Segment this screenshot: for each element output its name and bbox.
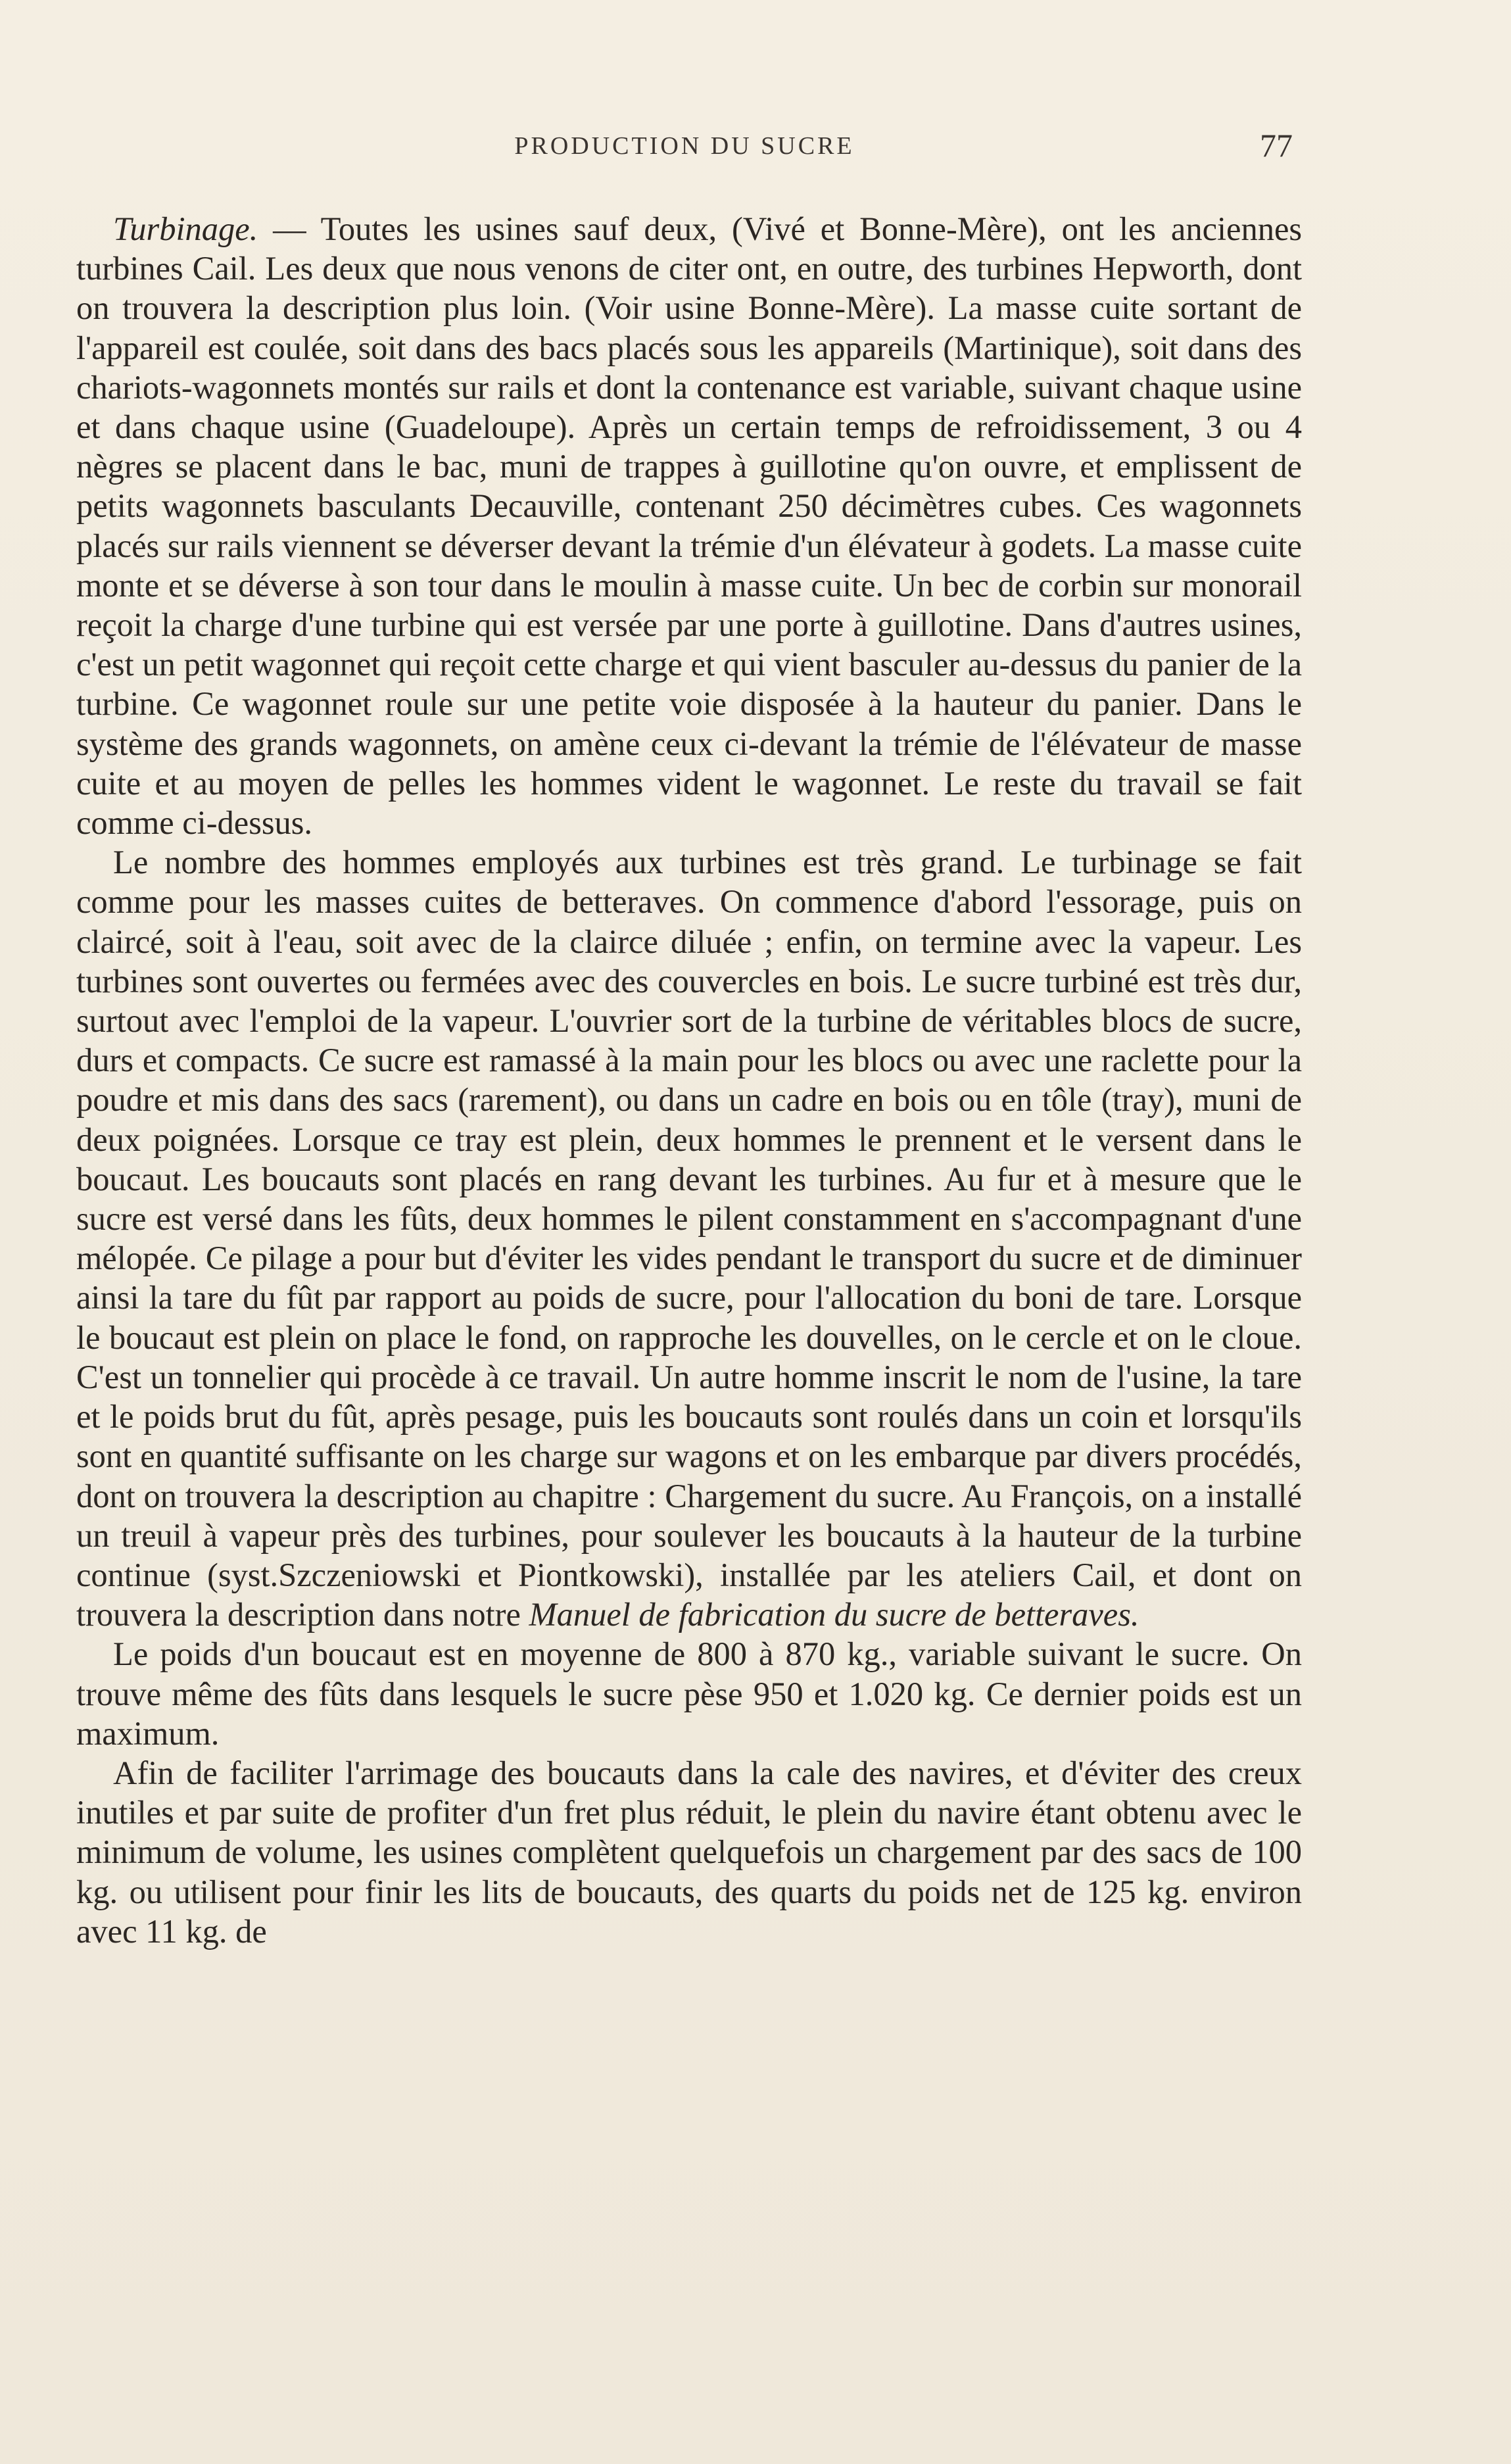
running-title: PRODUCTION DU SUCRE bbox=[514, 132, 855, 160]
paragraph-boucaut-weight: Le poids d'un boucaut est en moyenne de 800 à 870 kg., variable suivant le sucre. On trouve même des fûts dans lesquels le sucre pèse 950 et 1.020 kg. Ce dernier poids est un maximum. bbox=[76, 1635, 1302, 1752]
page-number: 77 bbox=[1260, 127, 1293, 164]
paragraph-arrimage: Afin de faciliter l'arrimage des boucauts dans la cale des navires, et d'éviter des creux inutiles et par suite de profiter d'un fret plus réduit, le plein du navire étant obtenu avec le minimum de volume, les usines complètent quelquefois un chargement par des sacs de 100 kg. ou utilisent pour finir les lits de boucauts, des quarts du poids net de 125 kg. environ avec 11 kg. de bbox=[76, 1754, 1302, 1950]
paragraph-text: — Toutes les usines sauf deux, (Vivé et Bonne-Mère), ont les anciennes turbines Cail. Les deux que nous venons de citer ont, en outre, des turbines Hepworth, dont on trouvera la description plus loin. (Voir usine Bonne-Mère). La masse cuite sortant de l'appareil est coulée, soit dans des bacs placés sous les appareils (Martinique), soit dans des chariots-wagonnets montés sur rails et dont la contenance est variable, suivant chaque usine et dans chaque usine (Guadeloupe). Après un certain temps de refroidissement, 3 ou 4 nègres se placent dans le bac, muni de trappes à guillotine qu'on ouvre, et emplissent de petits wagonnets basculants Decauville, contenant 250 décimètres cubes. Ces wagonnets placés sur rails viennent se déverser devant la trémie d'un élévateur à godets. La masse cuite monte et se déverse à son tour dans le moulin à masse cuite. Un bec de corbin sur monorail reçoit la charge d'une turbine qui est versée par une porte à guillotine. Dans d'autres usines, c'est un petit wagonnet qui reçoit cette charge et qui vient basculer au-dessus du panier de la turbine. Ce wagonnet roule sur une petite voie disposée à la hauteur du panier. Dans le système des grands wagonnets, on amène ceux ci-devant la trémie de l'élévateur de masse cuite et au moyen de pelles les hommes vident le wagonnet. Le reste du travail se fait comme ci-dessus. bbox=[76, 210, 1303, 842]
running-head bbox=[76, 126, 1293, 166]
text-body bbox=[76, 209, 1302, 1951]
paragraph-text: Le nombre des hommes employés aux turbines est très grand. Le turbinage se fait comme pour les masses cuites de betteraves. On commence d'abord l'essorage, puis on claircé, soit à l'eau, soit avec de la clairce diluée ; enfin, on termine avec la vapeur. Les turbines sont ouvertes ou fermées avec des couvercles en bois. Le sucre turbiné est très dur, surtout avec l'emploi de la vapeur. L'ouvrier sort de la turbine de véritables blocs de sucre, durs et compacts. Ce sucre est ramassé à la main pour les blocs ou avec une raclette pour la poudre et mis dans des sacs (rarement), ou dans un cadre en bois ou en tôle (tray), muni de deux poignées. Lorsque ce tray est plein, deux hommes le prennent et le versent dans le boucaut. Les boucauts sont placés en rang devant les turbines. Au fur et à mesure que le sucre est versé dans les fûts, deux hommes le pilent constamment en s'accompagnant d'une mélopée. Ce pilage a pour but d'éviter les vides pendant le transport du sucre et de diminuer ainsi la tare du fût par rapport au poids de sucre, pour l'allocation du boni de tare. Lorsque le boucaut est plein on place le fond, on rapproche les douvelles, on le cercle et on le cloue. C'est un tonnelier qui procède à ce travail. Un autre homme inscrit le nom de l'usine, la tare et le poids brut du fût, après pesage, puis les boucauts sont roulés dans un coin et lorsqu'ils sont en quantité suffisante on les charge sur wagons et on les embarque par divers procédés, dont on trouvera la description au chapitre : Chargement du sucre. Au François, on a installé un treuil à vapeur près des turbines, pour soulever les boucauts à la hauteur de la turbine continue (syst.Szczeniowski et Piontkowski), installée par les ateliers Cail, et dont on trouvera la description dans notre bbox=[76, 844, 1302, 1633]
book-title-reference: Manuel de fabrication du sucre de betteraves. bbox=[529, 1596, 1139, 1633]
section-lead: Turbinage. bbox=[113, 210, 258, 247]
paragraph-turbine-workers bbox=[76, 842, 1302, 1634]
paragraph-turbinage bbox=[76, 209, 1302, 842]
